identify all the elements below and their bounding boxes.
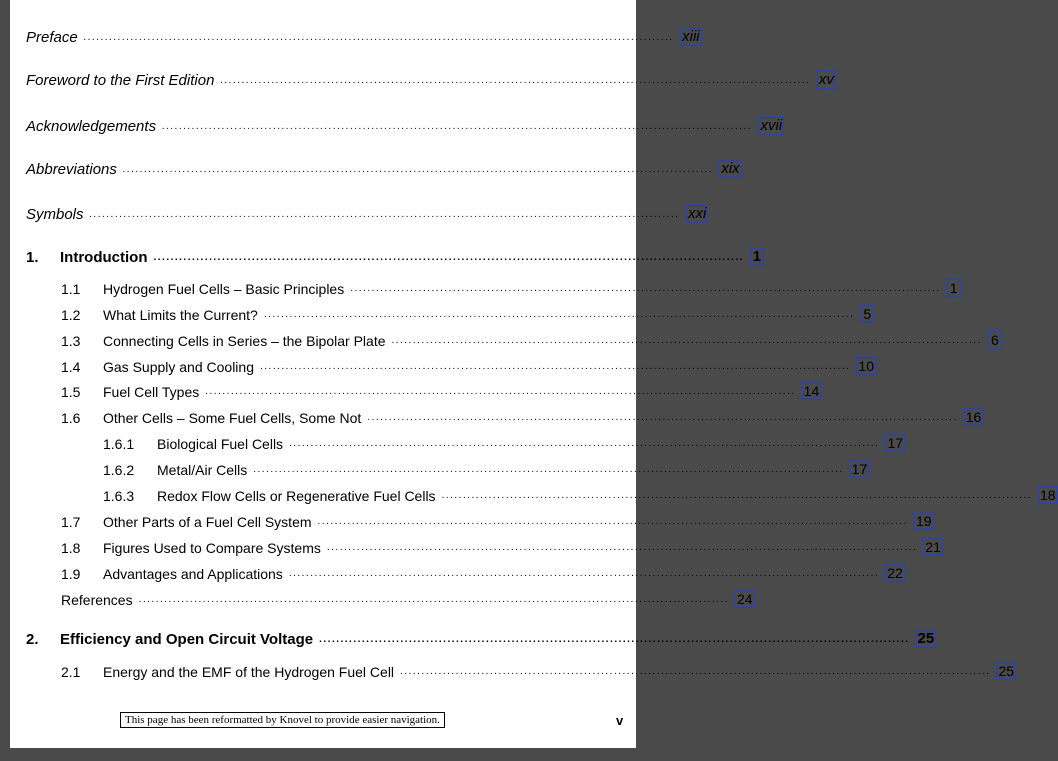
toc-entry-label[interactable]: Foreword to the First Edition xyxy=(26,72,215,89)
leader-dots: .......................................................................................................................................... xyxy=(263,309,855,320)
page-link[interactable]: 6 xyxy=(988,331,1002,349)
leader-dots: .......................................................................................................................................... xyxy=(162,121,753,132)
section-title[interactable]: Advantages and Applications xyxy=(103,566,283,582)
section-number: 1.7 xyxy=(61,514,81,530)
toc-entry-symbols[interactable] xyxy=(10,201,707,223)
page-link[interactable]: 19 xyxy=(915,513,932,529)
leader-dots: .......................................................................................................................................... xyxy=(220,75,811,86)
toc-entry-label[interactable]: Acknowledgements xyxy=(26,118,157,135)
toc-section[interactable] xyxy=(10,534,941,556)
page-link[interactable]: 22 xyxy=(887,565,903,581)
toc-section[interactable] xyxy=(10,327,999,349)
section-title[interactable]: What Limits the Current? xyxy=(103,307,258,323)
leader-dots: .......................................................................................................................................... xyxy=(288,568,880,579)
toc-subsection[interactable] xyxy=(10,456,868,478)
page-link[interactable]: xxi xyxy=(687,205,707,222)
section-number: 1.6 xyxy=(61,410,81,426)
page-link[interactable]: xiii xyxy=(682,28,700,45)
toc-entry-label[interactable]: Preface xyxy=(26,29,78,46)
toc-section[interactable] xyxy=(10,560,903,582)
section-title[interactable]: Other Cells – Some Fuel Cells, Some Not xyxy=(103,410,362,426)
toc-section[interactable] xyxy=(10,658,1015,680)
section-number: 1.9 xyxy=(61,566,81,582)
section-title[interactable]: Figures Used to Compare Systems xyxy=(103,540,321,556)
page-link[interactable]: 24 xyxy=(737,591,753,607)
leader-dots: .......................................................................................................................................... xyxy=(260,361,851,372)
leader-dots: .......................................................................................................................................... xyxy=(205,386,796,397)
section-title[interactable]: Hydrogen Fuel Cells – Basic Principles xyxy=(103,281,345,297)
toc-entry-preface[interactable] xyxy=(10,24,700,46)
toc-subsection[interactable] xyxy=(10,430,904,452)
leader-dots: .......................................................................................................................................... xyxy=(89,209,680,220)
page-link[interactable]: xv xyxy=(818,71,834,88)
toc-chapter-2[interactable] xyxy=(10,626,935,648)
page-link[interactable]: 16 xyxy=(965,409,982,425)
toc-entry-label[interactable]: Symbols xyxy=(26,206,84,223)
leader-dots: .......................................................................................................................................... xyxy=(319,634,910,645)
knovel-notice: This page has been reformatted by Knovel to provide easier navigation. xyxy=(120,712,445,728)
leader-dots: .......................................................................................................................................... xyxy=(350,283,941,294)
leader-dots: .......................................................................................................................................... xyxy=(367,412,958,423)
leader-dots: .......................................................................................................................................... xyxy=(391,335,982,346)
chapter-title[interactable]: Introduction xyxy=(60,249,148,266)
leader-dots: .......................................................................................................................................... xyxy=(289,438,880,449)
toc-section[interactable] xyxy=(10,353,874,375)
page-link[interactable]: 1 xyxy=(750,248,764,266)
toc-section[interactable] xyxy=(10,378,820,400)
page-link[interactable]: 25 xyxy=(917,630,935,647)
toc-references[interactable] xyxy=(10,586,753,608)
toc-section[interactable] xyxy=(10,404,982,426)
section-number: 1.3 xyxy=(61,333,81,349)
page-number: v xyxy=(616,713,624,728)
section-number: 1.2 xyxy=(61,307,81,323)
subsection-number: 1.6.3 xyxy=(103,488,135,504)
toc-section[interactable] xyxy=(10,301,872,323)
toc-chapter-1[interactable] xyxy=(10,244,762,266)
section-title[interactable]: Other Parts of a Fuel Cell System xyxy=(103,514,312,530)
chapter-number: 1. xyxy=(26,249,39,266)
toc-page xyxy=(10,0,1056,748)
toc-entry-acknowledgements[interactable] xyxy=(10,113,783,135)
toc-subsection[interactable] xyxy=(10,482,1056,504)
page-link[interactable]: 21 xyxy=(925,539,941,555)
section-number: 1.5 xyxy=(61,384,81,400)
page-link[interactable]: 14 xyxy=(803,383,820,399)
chapter-title[interactable]: Efficiency and Open Circuit Voltage xyxy=(60,631,314,648)
subsection-number: 1.6.2 xyxy=(103,462,135,478)
page-link[interactable]: 18 xyxy=(1039,487,1056,503)
references-title[interactable]: References xyxy=(61,592,133,608)
page-link[interactable]: 5 xyxy=(860,305,874,323)
page-link[interactable]: xix xyxy=(721,160,740,177)
section-number: 2.1 xyxy=(61,664,81,680)
subsection-title[interactable]: Redox Flow Cells or Regenerative Fuel Cells xyxy=(157,488,436,504)
leader-dots: .......................................................................................................................................... xyxy=(138,594,730,605)
subsection-title[interactable]: Metal/Air Cells xyxy=(157,462,248,478)
leader-dots: .......................................................................................................................................... xyxy=(400,666,991,677)
page-link[interactable]: 17 xyxy=(887,435,904,451)
section-title[interactable]: Connecting Cells in Series – the Bipolar Plate xyxy=(103,333,386,349)
section-number: 1.4 xyxy=(61,359,81,375)
page-link[interactable]: 10 xyxy=(858,358,874,374)
section-title[interactable]: Fuel Cell Types xyxy=(103,384,200,400)
leader-dots: .......................................................................................................................................... xyxy=(83,32,675,43)
page-link[interactable]: 1 xyxy=(947,279,961,297)
section-title[interactable]: Energy and the EMF of the Hydrogen Fuel Cell xyxy=(103,664,395,680)
toc-section[interactable] xyxy=(10,275,958,297)
page-link[interactable]: 25 xyxy=(998,663,1015,679)
toc-entry-abbreviations[interactable] xyxy=(10,156,740,178)
leader-dots: .......................................................................................................................................... xyxy=(326,542,918,553)
toc-entry-label[interactable]: Abbreviations xyxy=(26,161,117,178)
leader-dots: .......................................................................................................................................... xyxy=(122,164,714,175)
subsection-title[interactable]: Biological Fuel Cells xyxy=(157,436,284,452)
section-number: 1.8 xyxy=(61,540,81,556)
page-link[interactable]: 17 xyxy=(851,461,868,477)
toc-section[interactable] xyxy=(10,508,932,530)
leader-dots: .......................................................................................................................................... xyxy=(253,464,844,475)
section-number: 1.1 xyxy=(61,281,81,297)
leader-dots: .......................................................................................................................................... xyxy=(317,516,908,527)
page-link[interactable]: xvii xyxy=(760,117,783,134)
chapter-number: 2. xyxy=(26,631,39,648)
leader-dots: .......................................................................................................................................... xyxy=(441,490,1032,501)
toc-entry-foreword[interactable] xyxy=(10,67,834,89)
subsection-number: 1.6.1 xyxy=(103,436,135,452)
leader-dots: .......................................................................................................................................... xyxy=(153,252,744,263)
section-title[interactable]: Gas Supply and Cooling xyxy=(103,359,254,375)
